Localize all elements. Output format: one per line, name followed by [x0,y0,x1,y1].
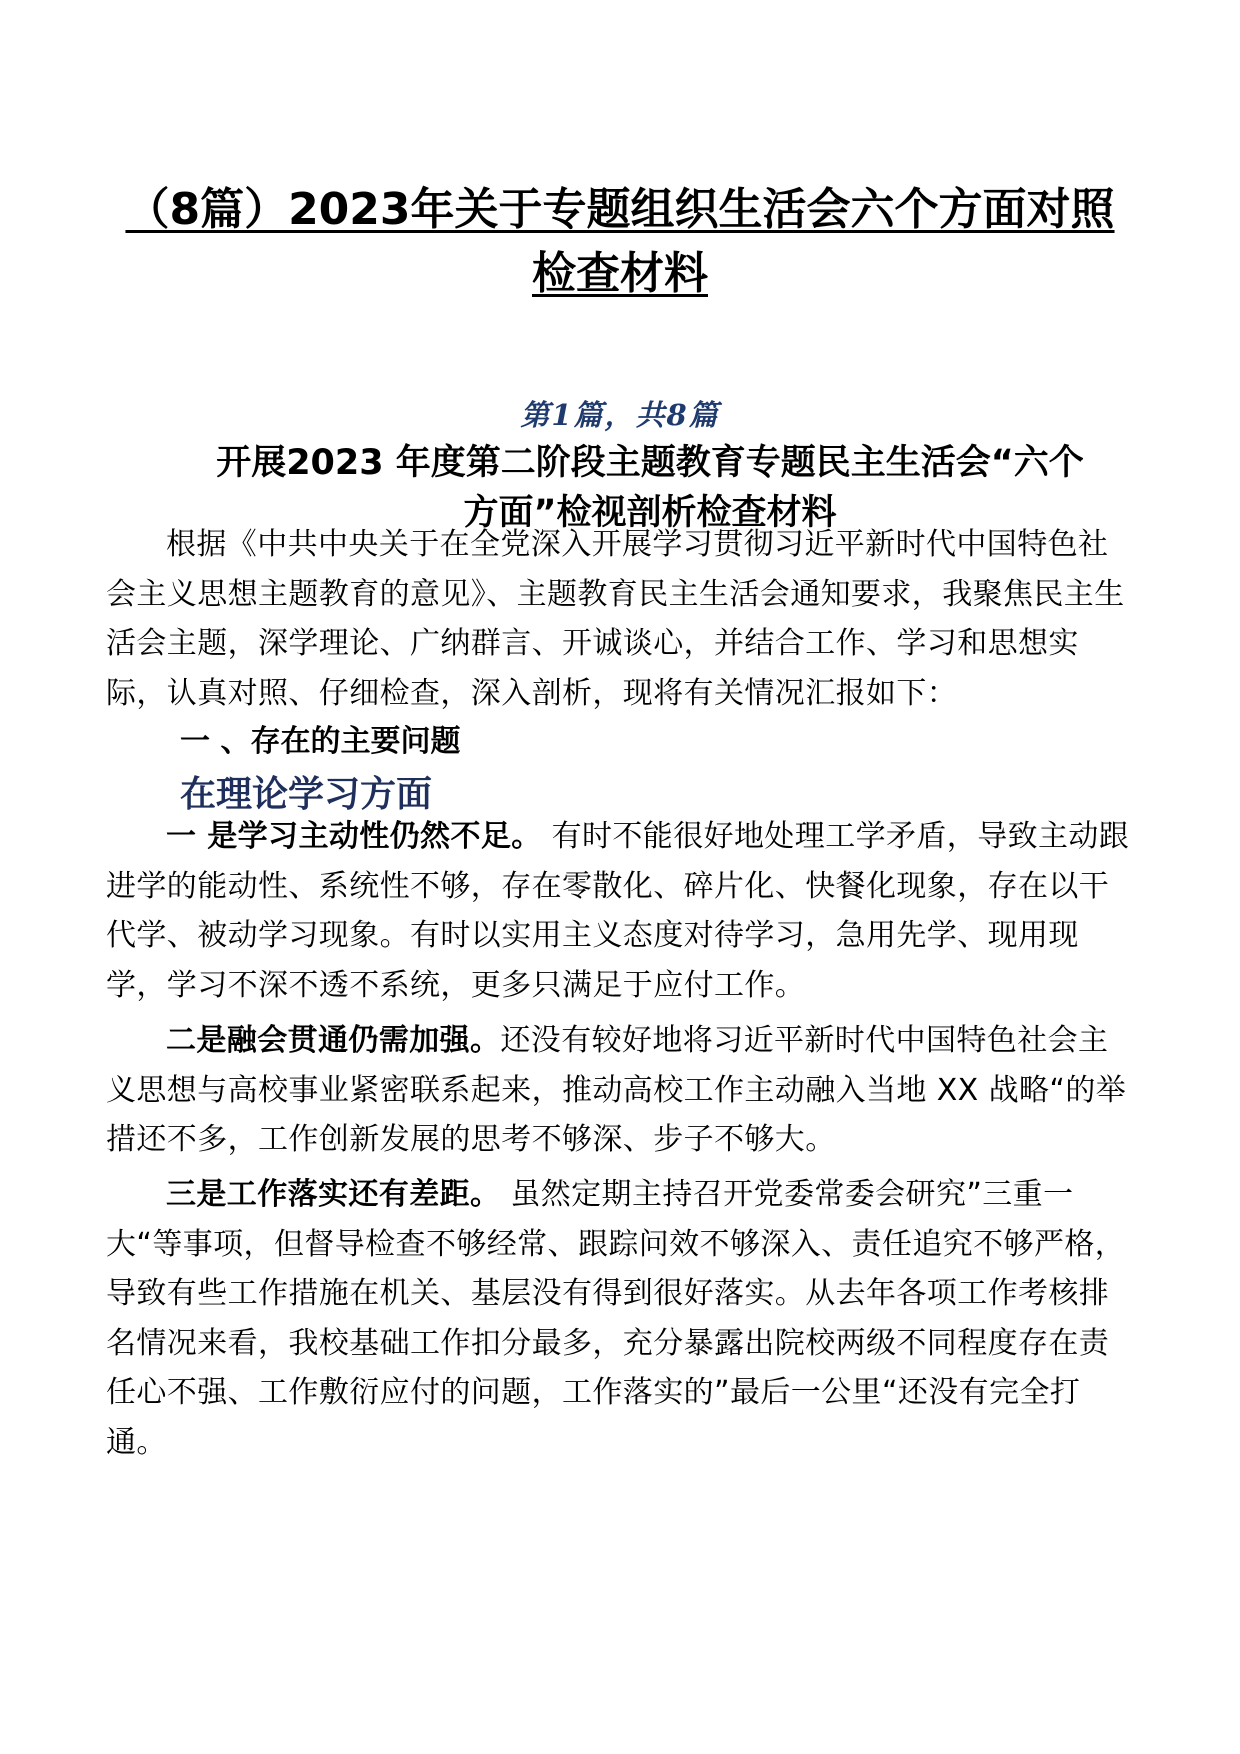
part-label: 第1篇，共8篇 [520,398,720,432]
problem-item-1-body: 有时不能很好地处理工学矛盾，导致主动跟进学的能动性、系统性不够，存在零散化、碎片化、快餐化现象，存在以干代学、被动学习现象。有时以实用主义态度对待学习，急用先学、现用现学，学习不深不透不系统，更多只满足于应付工作。 [106,819,1130,1003]
intro-paragraph: 根据《中共中央关于在全党深入开展学习贯彻习近平新时代中国特色社会主义思想主题教育的意见》、主题教育民主生活会通知要求，我聚焦民主生活会主题，深学理论、广纳群言、开诚谈心，并结合工作、学习和思想实际，认真对照、仔细检查，深入剖析，现将有关情况汇报如下： [106,527,1125,711]
problem-item-3-lead: 三是工作落实还有差距。 [166,1177,501,1212]
problem-item-2-lead: 二是融会贯通仍需加强。 [166,1023,501,1058]
subsection-heading: 在理论学习方面 [180,774,433,815]
document-title [100,178,1140,306]
problem-item-1-lead: 一 是学习主动性仍然不足。 [166,819,542,854]
problem-item-2-body: 还没有较好地将习近平新时代中国特色社会主义思想与高校事业紧密联系起来，推动高校工作主动融入当地 XX 战略“的举措还不多，工作创新发展的思考不够深、步子不够大。 [106,1023,1127,1157]
document-title-line-1: （8篇）2023年关于专题组织生活会六个方面对照 [125,184,1115,235]
problem-item-2 [106,1016,1138,1165]
problem-item-1 [106,812,1138,1010]
article-title-line-1: 开展2023 年度第二阶段主题教育专题民主生活会“六个 [216,443,1084,483]
problem-item-3-body: 虽然定期主持召开党委常委会研究”三重一大“等事项，但督导检查不够经常、跟踪问效不够深入、责任追究不够严格，导致有些工作措施在机关、基层没有得到很好落实。从去年各项工作考核排名情况来看，我校基础工作扣分最多，充分暴露出院校两级不同程度存在责任心不强、工作敷衍应付的问题，工作落实的”最后一公里“还没有完全打通。 [106,1177,1126,1460]
problem-item-3 [106,1170,1138,1467]
article-title-line-2: 方面”检视剖析检查材料 [463,493,837,533]
document-title-line-2: 检查材料 [532,248,708,299]
section-heading: 一 、存在的主要问题 [180,724,461,759]
